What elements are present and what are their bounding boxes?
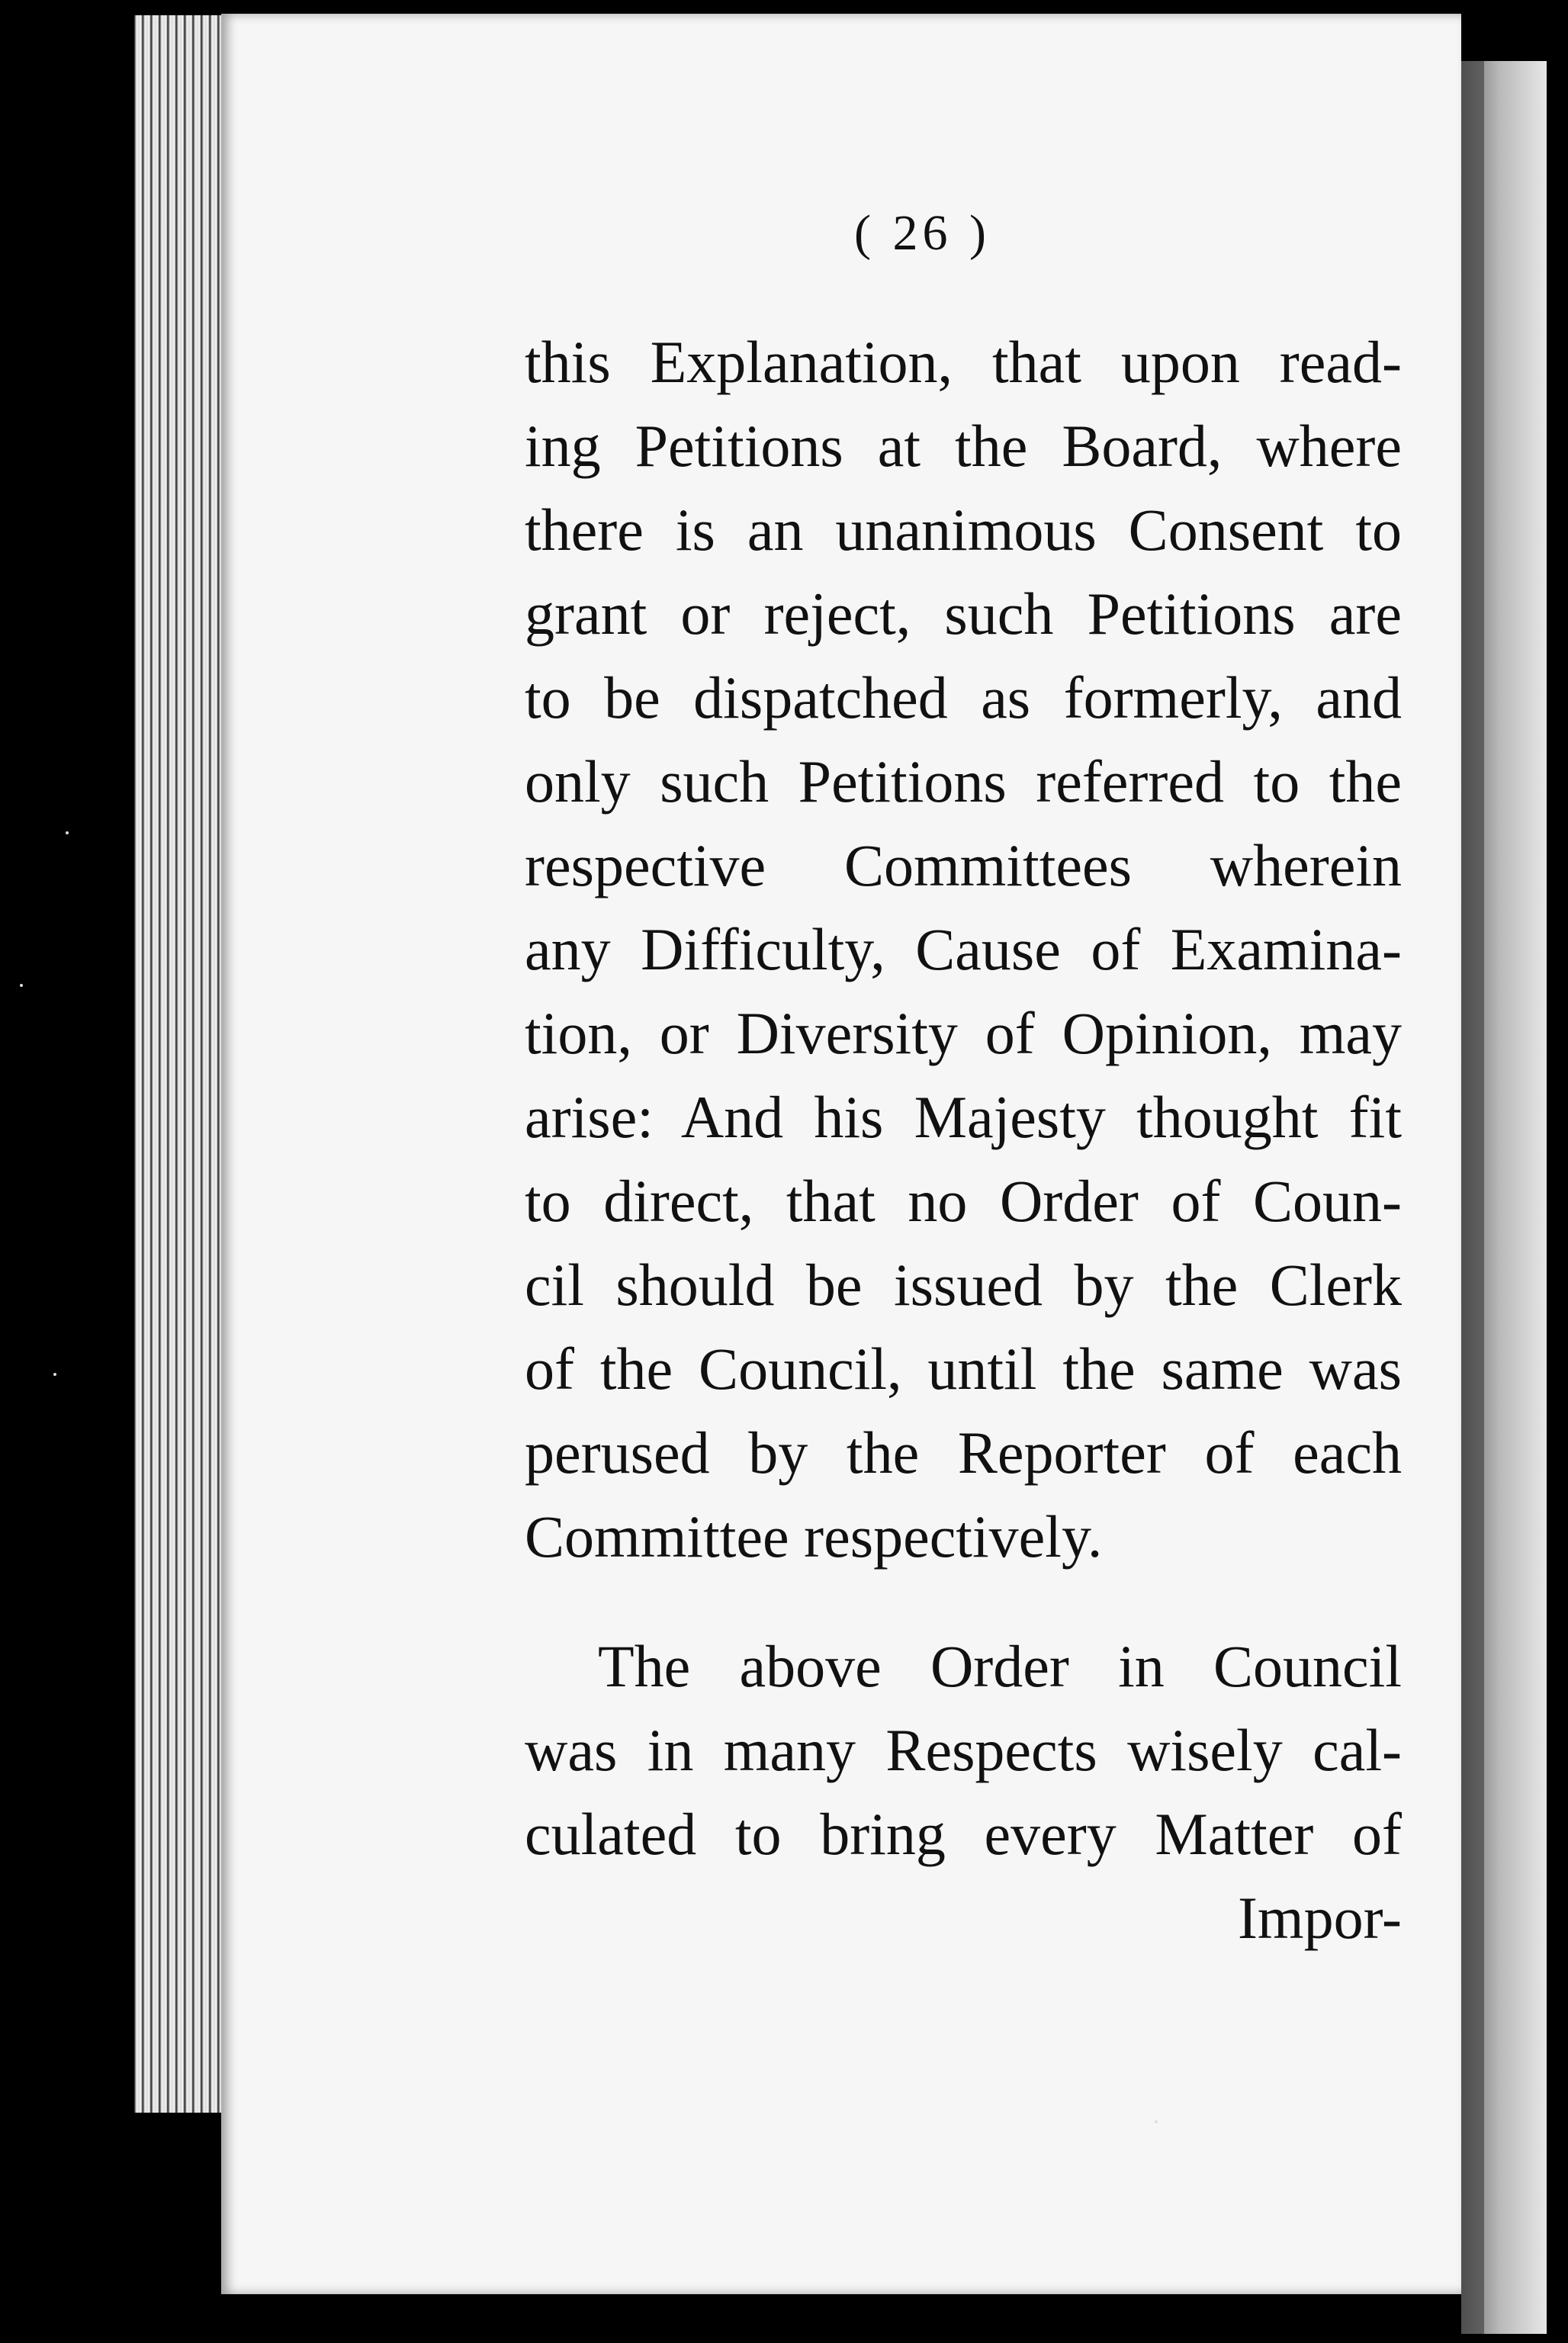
scan-speck <box>20 984 23 987</box>
catchword: Impor- <box>1237 1885 1402 1951</box>
text-line: only such Petitions referred to the <box>525 748 1402 815</box>
text-line: this Explanation, that upon read- <box>525 329 1402 395</box>
body-text <box>525 320 1402 1960</box>
page-edges <box>134 15 226 2113</box>
scan-speck <box>1155 2120 1158 2123</box>
text-line: tion, or Diversity of Opinion, may <box>525 1000 1402 1066</box>
paragraph-gap <box>525 1579 1402 1625</box>
text-line: The above Order in Council <box>598 1633 1402 1699</box>
text-line: cil should be issued by the Clerk <box>525 1252 1402 1318</box>
text-line: of the Council, until the same was <box>525 1335 1402 1402</box>
page-number: ( 26 ) <box>854 205 991 261</box>
text-line: ing Petitions at the Board, where <box>525 413 1402 479</box>
text-line: arise: And his Majesty thought fit <box>525 1084 1402 1150</box>
scan-speck <box>53 1373 56 1376</box>
text-line: respective Committees wherein <box>525 832 1402 898</box>
text-line: any Difficulty, Cause of Examina- <box>525 916 1402 982</box>
text-line: to be dispatched as formerly, and <box>525 664 1402 731</box>
text-line: culated to bring every Matter of <box>525 1801 1402 1867</box>
text-line: Committee respectively. <box>525 1503 1103 1570</box>
text-line: to direct, that no Order of Coun- <box>525 1168 1402 1234</box>
text-line: was in many Respects wisely cal- <box>525 1717 1402 1783</box>
scan-speck <box>66 831 69 834</box>
facing-page-edge <box>1461 61 1547 2334</box>
text-line: perused by the Reporter of each <box>525 1419 1402 1486</box>
text-line: grant or reject, such Petitions are <box>525 580 1402 647</box>
text-line: there is an unanimous Consent to <box>525 497 1402 563</box>
